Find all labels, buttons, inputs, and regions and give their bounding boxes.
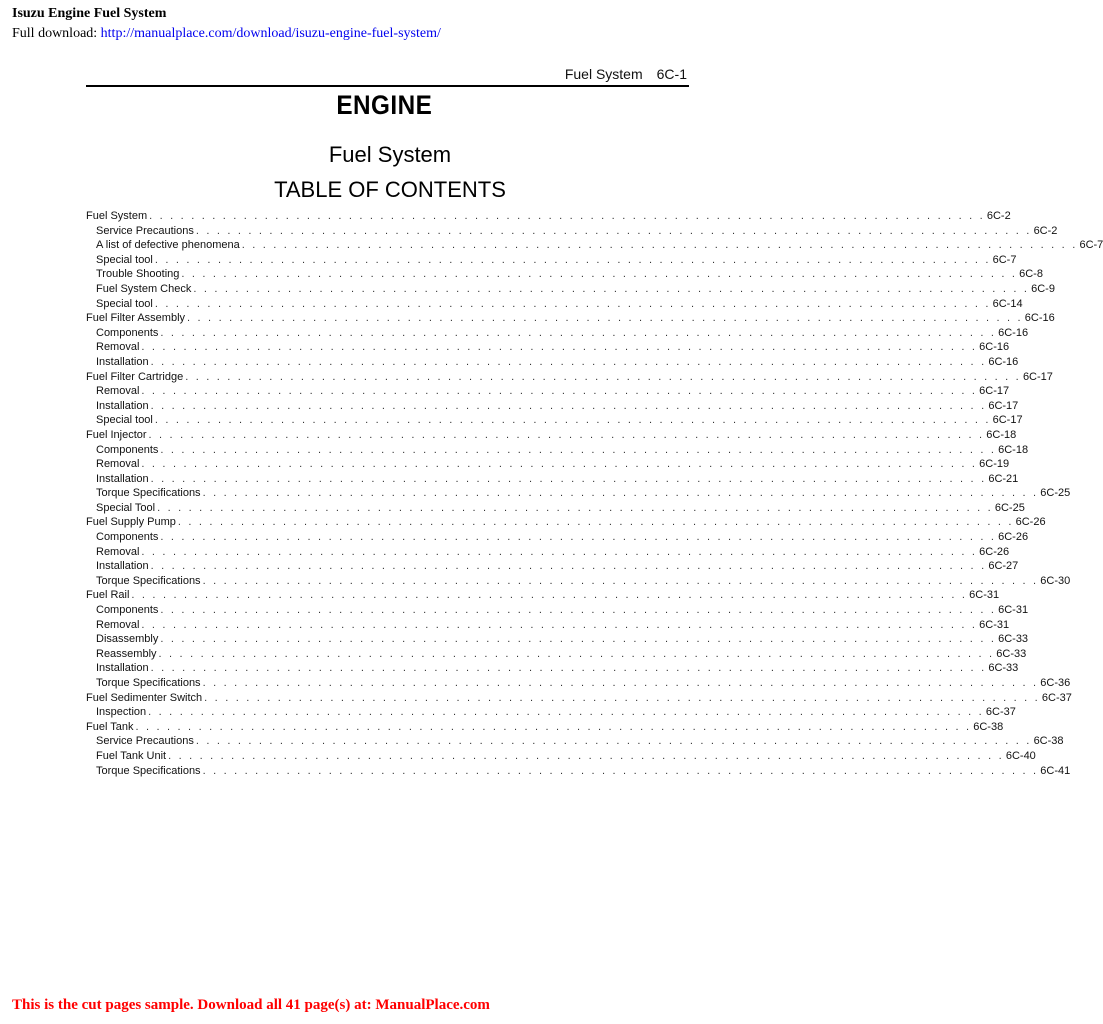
- toc-entry-title: Fuel Supply Pump: [86, 516, 176, 529]
- toc-entry-title: Installation: [96, 355, 149, 368]
- toc-entry[interactable]: [86, 647, 1027, 662]
- toc-entry-page: 6C-33: [988, 662, 1019, 675]
- toc-entry-title: Removal: [96, 618, 140, 631]
- toc-entry[interactable]: [86, 486, 1071, 501]
- toc-entry[interactable]: [86, 370, 1053, 385]
- toc-entry[interactable]: [86, 457, 1010, 472]
- toc-entry-title: Service Precautions: [96, 735, 194, 748]
- dot-leader: . . . . . . . . . . . . . . . . . . . . . . . . . . . . . . . . . . . . . . . . . . . . . . . . . . . . . . . . . . . . . . . . . . . . . . . . . . . . . . . .: [141, 458, 978, 471]
- toc-entry-page: 6C-41: [1040, 764, 1071, 777]
- dot-leader: . . . . . . . . . . . . . . . . . . . . . . . . . . . . . . . . . . . . . . . . . . . . . . . . . . . . . . . . . . . . . . . . . . . . . . . . . . . . . . . .: [148, 428, 985, 441]
- chapter-title: ENGINE: [336, 90, 433, 120]
- toc-entry[interactable]: [86, 340, 1010, 355]
- dot-leader: . . . . . . . . . . . . . . . . . . . . . . . . . . . . . . . . . . . . . . . . . . . . . . . . . . . . . . . . . . . . . . . . . . . . . . . . . . . . . . . .: [187, 312, 1023, 325]
- toc-entry-title: Disassembly: [96, 633, 159, 646]
- running-header-page: 6C-1: [656, 66, 687, 82]
- dot-leader: . . . . . . . . . . . . . . . . . . . . . . . . . . . . . . . . . . . . . . . . . . . . . . . . . . . . . . . . . . . . . . . . . . . . . . . . . . . . . . . .: [202, 574, 1039, 587]
- toc-entry-title: Fuel Filter Cartridge: [86, 370, 184, 383]
- toc-entry-page: 6C-30: [1040, 574, 1071, 587]
- toc-entry[interactable]: [86, 267, 1043, 282]
- toc-entry-page: 6C-36: [1040, 677, 1071, 689]
- dot-leader: . . . . . . . . . . . . . . . . . . . . . . . . . . . . . . . . . . . . . . . . . . . . . . . . . . . . . . . . . . . . . . . . . . . . . . . . . . . . . . . .: [168, 749, 1004, 762]
- dot-leader: . . . . . . . . . . . . . . . . . . . . . . . . . . . . . . . . . . . . . . . . . . . . . . . . . . . . . . . . . . . . . . . . . . . . . . . . . . . . . . . .: [158, 647, 995, 660]
- toc-entry-page: 6C-16: [1024, 312, 1055, 325]
- dot-leader: . . . . . . . . . . . . . . . . . . . . . . . . . . . . . . . . . . . . . . . . . . . . . . . . . . . . . . . . . . . . . . . . . . . . . . . . . . . . . . . .: [160, 604, 997, 617]
- toc-entry[interactable]: [86, 355, 1019, 370]
- toc-entry-page: 6C-38: [973, 720, 1004, 733]
- toc-entry-page: 6C-26: [998, 531, 1029, 544]
- dot-leader: . . . . . . . . . . . . . . . . . . . . . . . . . . . . . . . . . . . . . . . . . . . . . . . . . . . . . . . . . . . . . . . . . . . . . . . . . . . . . . . .: [193, 282, 1030, 295]
- table-of-contents: [86, 209, 1103, 778]
- toc-entry[interactable]: [86, 238, 1103, 253]
- toc-entry[interactable]: [86, 618, 1010, 633]
- toc-entry-page: 6C-7: [992, 253, 1017, 266]
- toc-entry[interactable]: [86, 253, 1017, 268]
- banner-title: Isuzu Engine Fuel System: [12, 6, 167, 21]
- toc-entry-title: Fuel System: [86, 210, 148, 222]
- dot-leader: . . . . . . . . . . . . . . . . . . . . . . . . . . . . . . . . . . . . . . . . . . . . . . . . . . . . . . . . . . . . . . . . . . . . . . . . . . . . . . . .: [154, 253, 991, 266]
- toc-entry[interactable]: [86, 705, 1016, 720]
- toc-entry[interactable]: [86, 603, 1029, 618]
- toc-entry-title: Components: [96, 326, 159, 339]
- header-rule: [86, 85, 689, 87]
- dot-leader: . . . . . . . . . . . . . . . . . . . . . . . . . . . . . . . . . . . . . . . . . . . . . . . . . . . . . . . . . . . . . . . . . . . . . . . . . . . . . . . .: [160, 326, 997, 339]
- toc-entry[interactable]: [86, 428, 1017, 443]
- dot-leader: . . . . . . . . . . . . . . . . . . . . . . . . . . . . . . . . . . . . . . . . . . . . . . . . . . . . . . . . . . . . . . . . . . . . . . . . . . . . . . . .: [154, 297, 991, 310]
- toc-entry[interactable]: [86, 734, 1064, 749]
- download-label: Full download:: [12, 26, 98, 41]
- dot-leader: . . . . . . . . . . . . . . . . . . . . . . . . . . . . . . . . . . . . . . . . . . . . . . . . . . . . . . . . . . . . . . . . . . . . . . . . . . . . . . . .: [202, 487, 1039, 500]
- toc-entry-title: Special tool: [96, 297, 153, 310]
- dot-leader: . . . . . . . . . . . . . . . . . . . . . . . . . . . . . . . . . . . . . . . . . . . . . . . . . . . . . . . . . . . . . . . . . . . . . . . . . . . . . . . .: [157, 501, 993, 514]
- toc-entry-page: 6C-40: [1005, 749, 1036, 762]
- toc-entry-page: 6C-18: [986, 428, 1017, 441]
- toc-entry[interactable]: [86, 399, 1019, 414]
- toc-entry-title: A list of defective phenomena: [96, 239, 240, 252]
- toc-entry-page: 6C-17: [988, 399, 1019, 412]
- toc-entry-page: 6C-26: [1015, 516, 1046, 529]
- running-header-section: Fuel System: [564, 66, 643, 82]
- toc-entry-page: 6C-7: [1079, 239, 1103, 252]
- dot-leader: . . . . . . . . . . . . . . . . . . . . . . . . . . . . . . . . . . . . . . . . . . . . . . . . . . . . . . . . . . . . . . . . . . . . . . . . . . . . . . . .: [150, 355, 987, 368]
- dot-leader: . . . . . . . . . . . . . . . . . . . . . . . . . . . . . . . . . . . . . . . . . . . . . . . . . . . . . . . . . . . . . . . . . . . . . . . . . . . . . . . .: [154, 414, 991, 427]
- subject-title: Fuel System: [328, 142, 452, 167]
- toc-heading: TABLE OF CONTENTS: [274, 177, 506, 202]
- dot-leader: . . . . . . . . . . . . . . . . . . . . . . . . . . . . . . . . . . . . . . . . . . . . . . . . . . . . . . . . . . . . . . . . . . . . . . . . . . . . . . . .: [204, 691, 1040, 704]
- toc-entry-page: 6C-38: [1033, 735, 1064, 748]
- toc-entry-title: Inspection: [96, 706, 147, 719]
- toc-entry-title: Removal: [96, 341, 140, 354]
- toc-entry-page: 6C-14: [992, 297, 1023, 310]
- toc-entry-title: Removal: [96, 385, 140, 398]
- dot-leader: . . . . . . . . . . . . . . . . . . . . . . . . . . . . . . . . . . . . . . . . . . . . . . . . . . . . . . . . . . . . . . . . . . . . . . . . . . . . . . . .: [149, 210, 985, 222]
- dot-leader: . . . . . . . . . . . . . . . . . . . . . . . . . . . . . . . . . . . . . . . . . . . . . . . . . . . . . . . . . . . . . . . . . . . . . . . . . . . . . . . .: [160, 443, 997, 456]
- toc-entry[interactable]: [86, 224, 1058, 239]
- toc-entry-page: 6C-33: [996, 647, 1027, 660]
- toc-entry[interactable]: [86, 384, 1010, 399]
- toc-entry[interactable]: [86, 749, 1036, 764]
- toc-entry-page: 6C-17: [979, 385, 1010, 398]
- toc-entry[interactable]: [86, 720, 1004, 735]
- toc-entry-page: 6C-19: [979, 458, 1010, 471]
- toc-entry-title: Installation: [96, 560, 149, 573]
- download-line: [12, 26, 441, 42]
- toc-entry[interactable]: [86, 501, 1025, 516]
- toc-entry-page: 6C-18: [998, 443, 1029, 456]
- dot-leader: . . . . . . . . . . . . . . . . . . . . . . . . . . . . . . . . . . . . . . . . . . . . . . . . . . . . . . . . . . . . . . . . . . . . . . . . . . . . . . . .: [181, 268, 1018, 281]
- toc-entry-page: 6C-26: [979, 545, 1010, 558]
- toc-entry-page: 6C-31: [998, 604, 1029, 617]
- toc-entry[interactable]: [86, 676, 1071, 691]
- toc-entry[interactable]: [86, 661, 1019, 676]
- toc-entry-page: 6C-8: [1019, 268, 1043, 281]
- toc-entry-page: 6C-31: [969, 589, 1000, 602]
- toc-entry-title: Fuel Tank: [86, 720, 134, 733]
- toc-entry[interactable]: [86, 691, 1072, 706]
- toc-entry[interactable]: [86, 545, 1010, 560]
- dot-leader: . . . . . . . . . . . . . . . . . . . . . . . . . . . . . . . . . . . . . . . . . . . . . . . . . . . . . . . . . . . . . . . . . . . . . . . . . . . . . . . .: [195, 224, 1032, 237]
- dot-leader: . . . . . . . . . . . . . . . . . . . . . . . . . . . . . . . . . . . . . . . . . . . . . . . . . . . . . . . . . . . . . . . . . . . . . . . . . . . . . . . .: [141, 545, 978, 558]
- dot-leader: . . . . . . . . . . . . . . . . . . . . . . . . . . . . . . . . . . . . . . . . . . . . . . . . . . . . . . . . . . . . . . . . . . . . . . . . . . . . . . . .: [150, 662, 987, 675]
- toc-entry-page: 6C-31: [979, 618, 1010, 631]
- toc-entry-title: Removal: [96, 458, 140, 471]
- toc-entry-page: 6C-2: [1033, 224, 1058, 237]
- toc-entry-page: 6C-25: [994, 501, 1025, 514]
- toc-entry[interactable]: [86, 588, 1000, 603]
- toc-entry-page: 6C-16: [998, 326, 1029, 339]
- toc-entry-title: Special tool: [96, 253, 153, 266]
- toc-entry[interactable]: [86, 530, 1029, 545]
- toc-entry-title: Fuel Sedimenter Switch: [86, 691, 203, 704]
- toc-entry-title: Torque Specifications: [96, 574, 201, 587]
- dot-leader: . . . . . . . . . . . . . . . . . . . . . . . . . . . . . . . . . . . . . . . . . . . . . . . . . . . . . . . . . . . . . . . . . . . . . . . . . . . . . . . .: [202, 677, 1039, 689]
- dot-leader: . . . . . . . . . . . . . . . . . . . . . . . . . . . . . . . . . . . . . . . . . . . . . . . . . . . . . . . . . . . . . . . . . . . . . . . . . . . . . . . .: [135, 720, 972, 733]
- toc-entry-title: Installation: [96, 662, 149, 675]
- toc-entry-title: Torque Specifications: [96, 764, 201, 777]
- toc-entry-title: Trouble Shooting: [96, 268, 180, 281]
- dot-leader: . . . . . . . . . . . . . . . . . . . . . . . . . . . . . . . . . . . . . . . . . . . . . . . . . . . . . . . . . . . . . . . . . . . . . . . . . . . . . . . .: [148, 706, 984, 719]
- toc-entry-title: Reassembly: [96, 647, 157, 660]
- toc-entry[interactable]: [86, 326, 1029, 341]
- toc-entry-title: Fuel Rail: [86, 589, 130, 602]
- toc-entry[interactable]: [86, 209, 1011, 224]
- toc-entry-title: Fuel Injector: [86, 428, 147, 441]
- toc-entry[interactable]: [86, 311, 1055, 326]
- dot-leader: . . . . . . . . . . . . . . . . . . . . . . . . . . . . . . . . . . . . . . . . . . . . . . . . . . . . . . . . . . . . . . . . . . . . . . . . . . . . . . . .: [177, 516, 1014, 529]
- dot-leader: . . . . . . . . . . . . . . . . . . . . . . . . . . . . . . . . . . . . . . . . . . . . . . . . . . . . . . . . . . . . . . . . . . . . . . . . . . . . . . . .: [160, 633, 997, 646]
- toc-entry[interactable]: [86, 559, 1019, 574]
- toc-entry-title: Fuel System Check: [96, 282, 192, 295]
- toc-entry[interactable]: [86, 472, 1019, 487]
- toc-entry-page: 6C-37: [1041, 691, 1072, 704]
- toc-entry-page: 6C-2: [986, 210, 1011, 222]
- dot-leader: . . . . . . . . . . . . . . . . . . . . . . . . . . . . . . . . . . . . . . . . . . . . . . . . . . . . . . . . . . . . . . . . . . . . . . . . . . . . . . . .: [141, 385, 978, 398]
- dot-leader: . . . . . . . . . . . . . . . . . . . . . . . . . . . . . . . . . . . . . . . . . . . . . . . . . . . . . . . . . . . . . . . . . . . . . . . . . . . . . . . .: [150, 399, 987, 412]
- toc-entry-page: 6C-17: [1022, 370, 1053, 383]
- toc-entry-page: 6C-33: [998, 633, 1029, 646]
- toc-entry-title: Special Tool: [96, 501, 156, 514]
- toc-entry-page: 6C-16: [988, 355, 1019, 368]
- dot-leader: . . . . . . . . . . . . . . . . . . . . . . . . . . . . . . . . . . . . . . . . . . . . . . . . . . . . . . . . . . . . . . . . . . . . . . . . . . . . . . . .: [160, 531, 997, 544]
- toc-entry-title: Components: [96, 443, 159, 456]
- toc-entry-page: 6C-17: [992, 414, 1023, 427]
- toc-entry[interactable]: [86, 413, 1023, 428]
- toc-entry-page: 6C-27: [988, 560, 1019, 573]
- dot-leader: . . . . . . . . . . . . . . . . . . . . . . . . . . . . . . . . . . . . . . . . . . . . . . . . . . . . . . . . . . . . . . . . . . . . . . . . . . . . . . . .: [150, 560, 987, 573]
- toc-entry-title: Special tool: [96, 414, 153, 427]
- toc-entry-title: Components: [96, 604, 159, 617]
- dot-leader: . . . . . . . . . . . . . . . . . . . . . . . . . . . . . . . . . . . . . . . . . . . . . . . . . . . . . . . . . . . . . . . . . . . . . . . . . . . . . . . .: [202, 764, 1039, 777]
- dot-leader: . . . . . . . . . . . . . . . . . . . . . . . . . . . . . . . . . . . . . . . . . . . . . . . . . . . . . . . . . . . . . . . . . . . . . . . . . . . . . . . .: [131, 589, 968, 602]
- toc-entry[interactable]: [86, 574, 1071, 589]
- toc-entry[interactable]: [86, 282, 1055, 297]
- dot-leader: . . . . . . . . . . . . . . . . . . . . . . . . . . . . . . . . . . . . . . . . . . . . . . . . . . . . . . . . . . . . . . . . . . . . . . . . . . . . . . . .: [195, 735, 1032, 748]
- toc-entry-title: Fuel Filter Assembly: [86, 312, 186, 325]
- toc-entry-page: 6C-21: [988, 472, 1019, 485]
- toc-entry[interactable]: [86, 443, 1029, 458]
- toc-entry-title: Torque Specifications: [96, 487, 201, 500]
- dot-leader: . . . . . . . . . . . . . . . . . . . . . . . . . . . . . . . . . . . . . . . . . . . . . . . . . . . . . . . . . . . . . . . . . . . . . . . . . . . . . . . .: [141, 341, 978, 354]
- dot-leader: . . . . . . . . . . . . . . . . . . . . . . . . . . . . . . . . . . . . . . . . . . . . . . . . . . . . . . . . . . . . . . . . . . . . . . . . . . . . . . . .: [185, 370, 1021, 383]
- toc-entry-page: 6C-25: [1040, 487, 1071, 500]
- dot-leader: . . . . . . . . . . . . . . . . . . . . . . . . . . . . . . . . . . . . . . . . . . . . . . . . . . . . . . . . . . . . . . . . . . . . . . . . . . . . . . . .: [141, 618, 978, 631]
- toc-entry-title: Components: [96, 531, 159, 544]
- toc-entry[interactable]: [86, 297, 1023, 312]
- download-link[interactable]: http://manualplace.com/download/isuzu-engine-fuel-system/: [100, 26, 441, 41]
- toc-entry-page: 6C-37: [985, 706, 1016, 719]
- toc-entry-title: Installation: [96, 399, 149, 412]
- toc-entry-title: Torque Specifications: [96, 677, 201, 689]
- toc-entry-title: Removal: [96, 545, 140, 558]
- toc-entry-page: 6C-9: [1031, 282, 1055, 295]
- toc-entry-title: Installation: [96, 472, 149, 485]
- toc-entry-page: 6C-16: [979, 341, 1010, 354]
- dot-leader: . . . . . . . . . . . . . . . . . . . . . . . . . . . . . . . . . . . . . . . . . . . . . . . . . . . . . . . . . . . . . . . . . . . . . . . . . . . . . . . .: [150, 472, 987, 485]
- running-header: [565, 66, 687, 82]
- toc-entry[interactable]: [86, 515, 1046, 530]
- toc-entry-title: Fuel Tank Unit: [96, 749, 167, 762]
- toc-entry[interactable]: [86, 632, 1029, 647]
- toc-entry[interactable]: [86, 764, 1071, 779]
- dot-leader: . . . . . . . . . . . . . . . . . . . . . . . . . . . . . . . . . . . . . . . . . . . . . . . . . . . . . . . . . . . . . . . . . . . . . . . . . . . . . . . .: [241, 239, 1078, 252]
- toc-entry-title: Service Precautions: [96, 224, 194, 237]
- sample-notice[interactable]: This is the cut pages sample. Download all 41 page(s) at: ManualPlace.com: [12, 997, 490, 1013]
